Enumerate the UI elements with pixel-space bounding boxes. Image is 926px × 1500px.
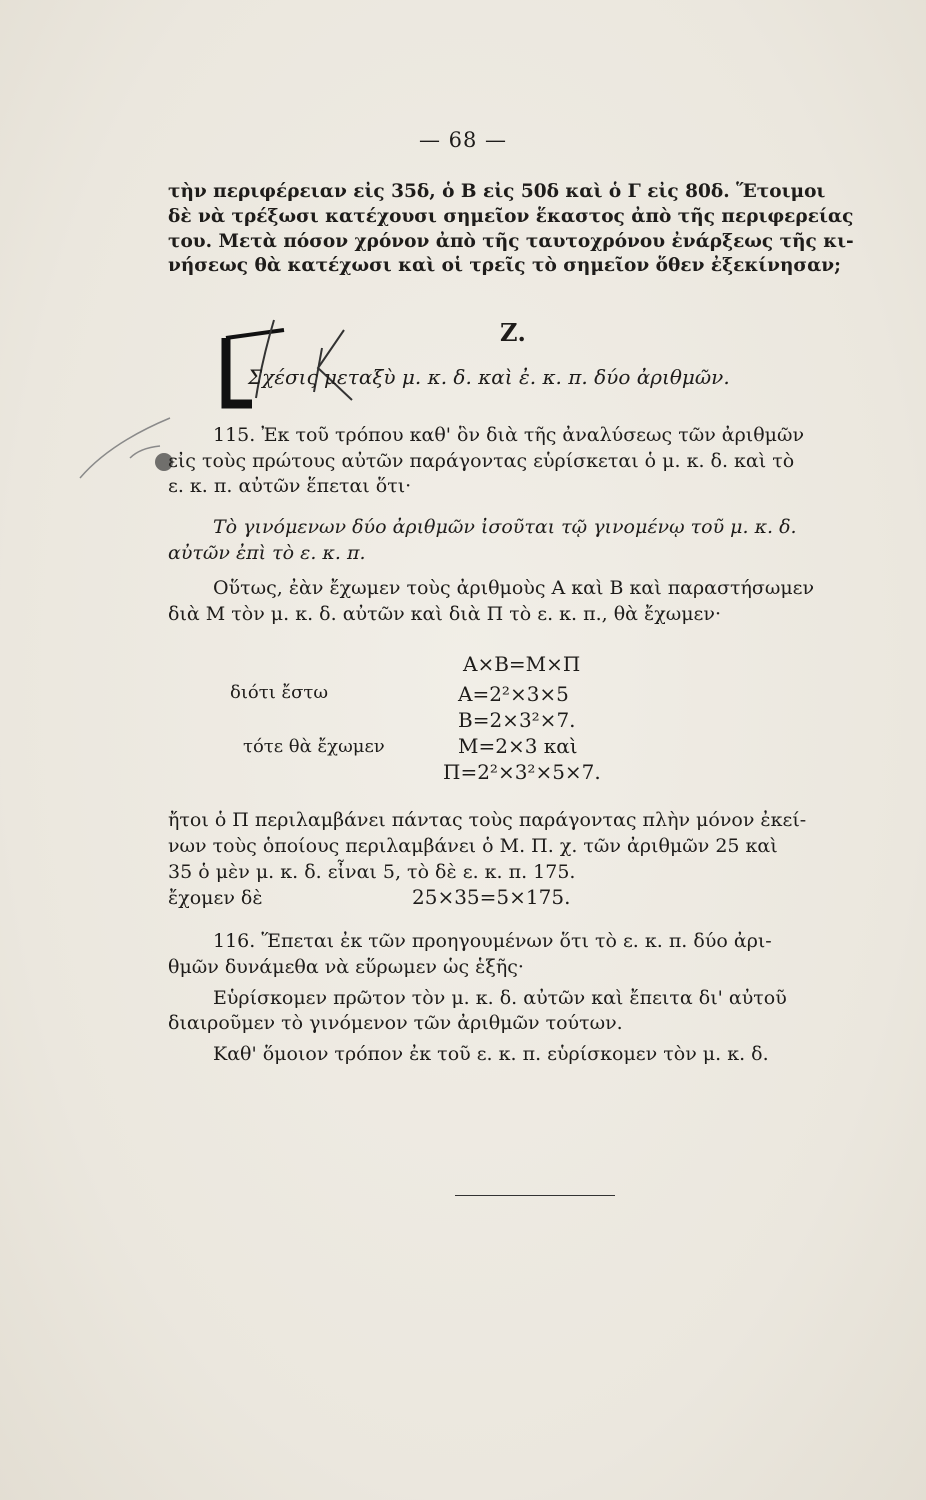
text-line: τὴν περιφέρειαν εἰς 35δ, ὁ Β εἰς 50δ καὶ ὁ Γ εἰς 80δ. Ἕτοιμοι	[168, 181, 826, 202]
text-line: νήσεως θὰ κατέχωσι καὶ οἱ τρεῖς τὸ σημεῖον ὅθεν ἐξεκίνησαν;	[168, 255, 841, 276]
paragraph-line: Οὕτως, ἐὰν ἔχωμεν τοὺς ἀριθμοὺς Α καὶ Β καὶ παραστήσωμεν	[213, 577, 815, 599]
paragraph-line: ἔχομεν δὲ	[168, 887, 263, 909]
equation: Β=2×3²×7.	[458, 708, 576, 732]
equation: 25×35=5×175.	[412, 885, 571, 909]
paragraph-line: θμῶν δυνάμεθα νὰ εὕρωμεν ὡς ἑξῆς·	[168, 956, 524, 978]
section-heading: Σχέσις μεταξὺ μ. κ. δ. καὶ ἐ. κ. π. δύο ἀριθμῶν.	[248, 365, 730, 389]
handwritten-mark	[214, 300, 364, 410]
pencil-stamp-mark	[70, 398, 180, 508]
rule-line: Τὸ γινόμενων δύο ἀριθμῶν ἰσοῦται τῷ γινομένῳ τοῦ μ. κ. δ.	[213, 516, 797, 538]
paragraph-line: νων τοὺς ὁποίους περιλαμβάνει ὁ Μ. Π. χ. τῶν ἀριθμῶν 25 καὶ	[168, 835, 778, 857]
paragraph-line: ἤτοι ὁ Π περιλαμβάνει πάντας τοὺς παράγοντας πλὴν μόνον ἐκεί-	[168, 809, 807, 831]
paragraph-line: διαιροῦμεν τὸ γινόμενον τῶν ἀριθμῶν τούτων.	[168, 1012, 623, 1034]
paragraph-line: 116. Ἕπεται ἐκ τῶν προηγουμένων ὅτι τὸ ε. κ. π. δύο ἀρι-	[213, 930, 772, 952]
paragraph-line: Εὑρίσκομεν πρῶτον τὸν μ. κ. δ. αὐτῶν καὶ ἔπειτα δι' αὐτοῦ	[213, 987, 787, 1009]
label-tote: τότε θὰ ἔχωμεν	[243, 736, 385, 757]
paragraph-line: 115. Ἐκ τοῦ τρόπου καθ' ὃν διὰ τῆς ἀναλύσεως τῶν ἀριθμῶν	[213, 424, 805, 446]
equation: Α×Β=Μ×Π	[463, 652, 581, 676]
text-line: δὲ νὰ τρέξωσι κατέχουσι σημεῖον ἕκαστος ἀπὸ τῆς περιφερείας	[168, 206, 854, 227]
paragraph-line: εἰς τοὺς πρώτους αὐτῶν παράγοντας εὑρίσκεται ὁ μ. κ. δ. καὶ τὸ	[168, 450, 795, 472]
text-line: του. Μετὰ πόσον χρόνον ἀπὸ τῆς ταυτοχρόνου ἐνάρξεως τῆς κι-	[168, 231, 854, 252]
paragraph-line: 35 ὁ μὲν μ. κ. δ. εἶναι 5, τὸ δὲ ε. κ. π. 175.	[168, 861, 576, 883]
section-letter: Ζ.	[500, 318, 526, 347]
paragraph-line: ε. κ. π. αὐτῶν ἕπεται ὅτι·	[168, 475, 412, 497]
rule-line: αὐτῶν ἐπὶ τὸ ε. κ. π.	[168, 542, 366, 564]
page-number: — 68 —	[418, 128, 508, 152]
equation: Α=2²×3×5	[458, 682, 569, 706]
footnote-rule	[455, 1195, 615, 1196]
paragraph-line: διὰ Μ τὸν μ. κ. δ. αὐτῶν καὶ διὰ Π τὸ ε. κ. π., θὰ ἔχωμεν·	[168, 603, 721, 625]
equation: Μ=2×3 καὶ	[458, 734, 578, 758]
equation: Π=2²×3²×5×7.	[443, 760, 601, 784]
label-dioti: διότι ἔστω	[230, 682, 329, 703]
paragraph-line: Καθ' ὅμοιον τρόπον ἐκ τοῦ ε. κ. π. εὑρίσκομεν τὸν μ. κ. δ.	[213, 1043, 769, 1065]
